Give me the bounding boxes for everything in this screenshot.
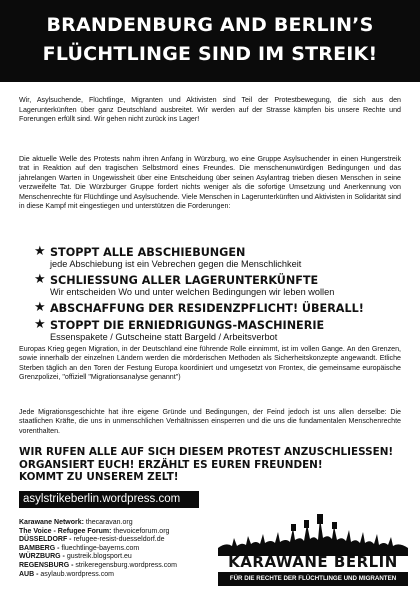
logo-title: KARAWANE BERLIN xyxy=(228,553,398,571)
headline-line-2: FLÜCHTLINGE SIND IM STREIK! xyxy=(42,43,378,65)
call-line-1: WIR RUFEN ALLE AUF SICH DIESEM PROTEST ANZUSCHLIESSEN! xyxy=(19,446,394,458)
network-site[interactable]: fluechtlinge-bayerns.com xyxy=(61,544,140,552)
karawane-logo xyxy=(218,512,408,590)
network-item xyxy=(19,553,219,562)
demand-item xyxy=(34,274,404,298)
intro-paragraph: Wir, Asylsuchende, Flüchtlinge, Migranten und Aktivisten sind Teil der Protestbewegung, die sich aus den Lagerunterkünften über ganz Deutschland ausbreitet. Wir werden auf der Strasse kämpfen bis unsere Rechte und Forerungen erfüllt sind. Wir gehen nicht zurück ins Lager! xyxy=(19,96,401,123)
demand-title: STOPPT ALLE ABSCHIEBUNGEN xyxy=(50,246,246,259)
demand-title: SCHLIESSUNG ALLER LAGERUNTERKÜNFTE xyxy=(50,274,319,287)
network-item xyxy=(19,519,219,528)
star-icon: ★ xyxy=(34,244,46,259)
network-site[interactable]: asylaub.wordpress.com xyxy=(40,570,114,578)
europe-paragraph: Europas Krieg gegen Migration, in der Deutschland eine führende Rolle einnimmt, ist im vollen Gange. An den Grenzen, sowie innerhalb der einzelnen Ländern werden die mörderischen Methoden als Sicherheitskonzepte angewandt. Etliche Sterben täglich an den Toren der Festung Europa koordiniert und umgesetzt von Frontex, die gemeinsame europäische Grenzpolizei, "offiziell "Migrationsanalyse genannt") xyxy=(19,345,401,382)
network-item xyxy=(19,571,219,580)
star-icon: ★ xyxy=(34,272,46,287)
network-item xyxy=(19,536,219,545)
background-paragraph: Die aktuelle Welle des Protests nahm ihren Anfang in Würzburg, wo eine Gruppe Asylsuchender in einen Hungerstreik trat in Reaktion auf den tragischen Selbstmord eines Freundes. Die menschenunwürdigen Bedingungen und das jahrelangen Warten in Ungewissheit über eine Entscheidung über seinen Asylantrag trieben diesen Menschen in seine verzweifelte Tat. Die Würzburger Gruppe fordert nichts weniger als die sofortige Umsetzung und Anerkennung von Menschenrechte für Flüchtlinge und Asylsuchende. Viele Menschen in Lagerunterkünften und Aktivisten in Solidarität sind in diese Kampf mit eingestiegen und unterstützen die Forderungen: xyxy=(19,155,401,211)
demand-subtitle: jede Abschiebung ist ein Vebrechen gegen die Menschlichkeit xyxy=(50,259,302,269)
network-item xyxy=(19,528,219,537)
network-name: The Voice - Refugee Forum: xyxy=(19,527,112,535)
network-site[interactable]: thecaravan.org xyxy=(85,519,133,526)
network-name: REGENSBURG - xyxy=(19,561,74,569)
network-item xyxy=(19,562,219,571)
demand-item xyxy=(34,319,404,343)
logo-tagline: FÜR DIE RECHTE DER FLÜCHTLINGE UND MIGRANTEN xyxy=(218,572,408,586)
network-name: DÜSSELDORF - xyxy=(19,536,72,544)
call-line-3: KOMMT ZU UNSEREM ZELT! xyxy=(19,471,179,483)
network-site[interactable]: thevoiceforum.org xyxy=(113,527,170,535)
network-name: WÜRZBURG - xyxy=(19,553,65,561)
header-banner xyxy=(0,0,420,82)
network-site[interactable]: strikeregensburg.wordpress.com xyxy=(75,561,177,569)
demand-title: STOPPT DIE ERNIEDRIGUNGS-MASCHINERIE xyxy=(50,319,325,332)
demand-title: ABSCHAFFUNG DER RESIDENZPFLICHT! ÜBERALL! xyxy=(50,302,364,315)
call-to-action xyxy=(19,446,401,484)
website-link[interactable]: asylstrikeberlin.wordpress.com xyxy=(19,491,199,508)
network-name: BAMBERG - xyxy=(19,544,60,552)
network-name: Karawane Network: xyxy=(19,519,84,526)
demands-list xyxy=(34,246,404,347)
demand-subtitle: Essenspakete / Gutscheine statt Bargeld / Arbeitsverbot xyxy=(50,332,278,342)
network-site[interactable]: refugee-resist-duesseldorf.de xyxy=(73,536,165,544)
demand-item xyxy=(34,246,404,270)
demand-subtitle: Wir entscheiden Wo und unter welchen Bedingungen wir leben wollen xyxy=(50,287,335,297)
crowd-silhouette-icon xyxy=(218,512,408,556)
network-list xyxy=(19,519,219,579)
migration-paragraph: Jede Migrationsgeschichte hat ihre eigene Gründe und Bedingungen, der Feind jedoch ist uns allen derselbe: Die staatlichen Kräfte, die uns in unmenschlichen Verhältnissen einsperren und die uns die fundamentalen Menschenrechte vorenthalten. xyxy=(19,408,401,435)
network-name: AUB - xyxy=(19,570,39,578)
star-icon: ★ xyxy=(34,300,46,315)
network-site[interactable]: gustreik.blogsport.eu xyxy=(66,553,132,561)
star-icon: ★ xyxy=(34,317,46,332)
demand-item xyxy=(34,302,404,315)
call-line-2: ORGANSIERT EUCH! ERZÄHLT ES EUREN FREUNDEN! xyxy=(19,458,323,471)
headline-line-1: BRANDENBURG AND BERLIN’S xyxy=(46,14,374,36)
